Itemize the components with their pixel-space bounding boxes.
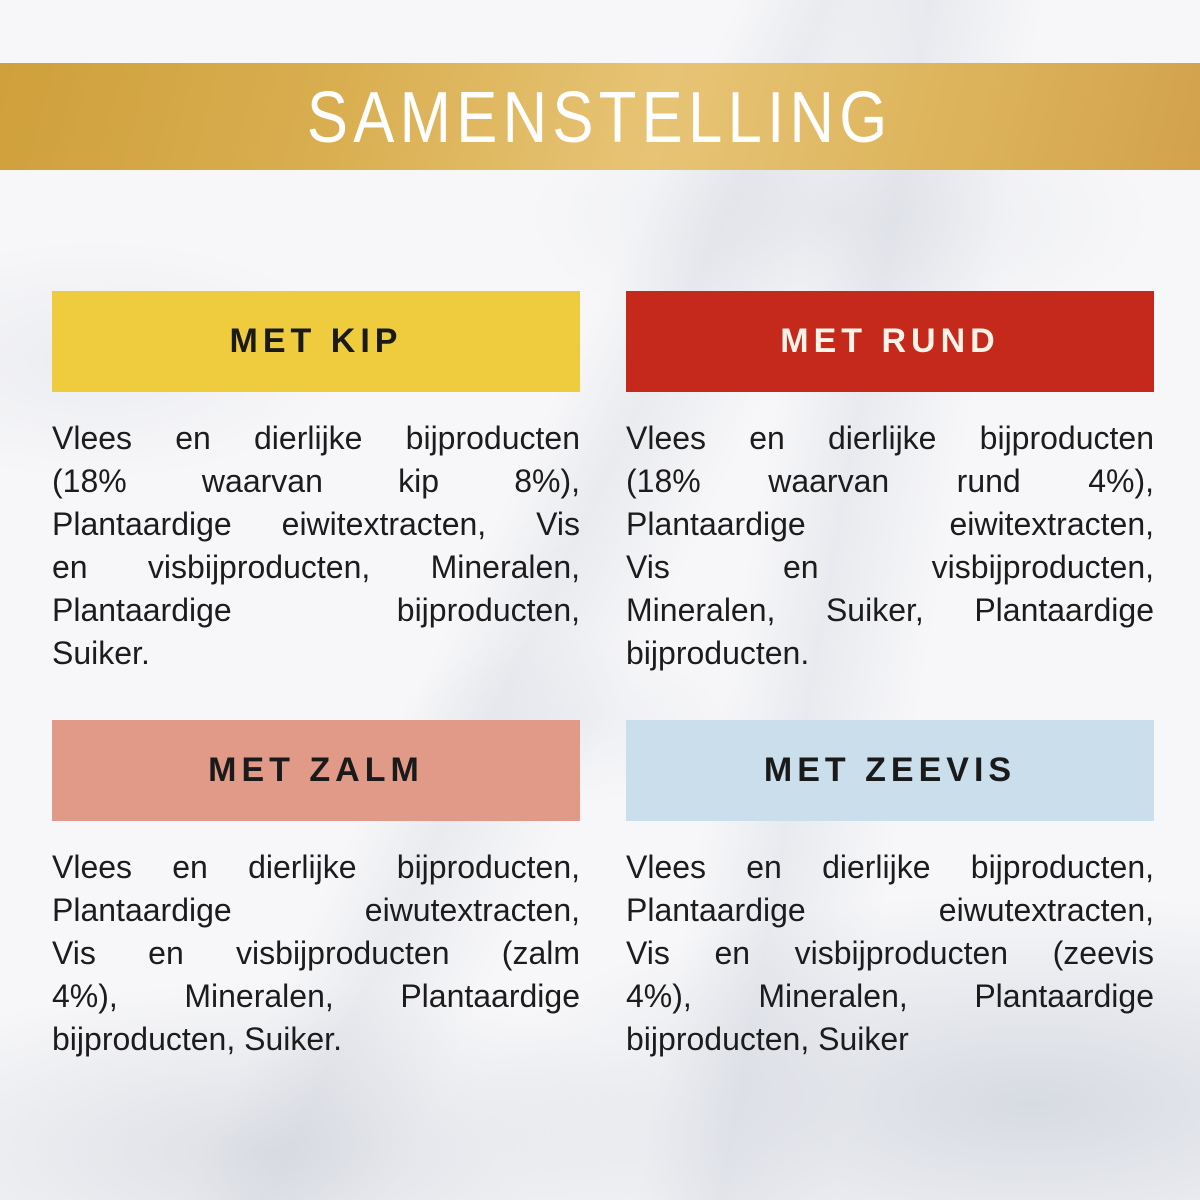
section-met-zeevis [626,720,1154,1061]
ingredients-line: Vis en visbijproducten, [626,549,1154,585]
section-met-kip [52,291,580,675]
ingredients-line: 4%), Mineralen, Plantaardige [52,978,580,1014]
variant-label-kip: MET KIP [229,322,403,360]
ingredients-line: bijproducten. [626,635,810,671]
page-title: SAMENSTELLING [307,75,893,158]
variants-row-top [52,291,1154,675]
variant-label-rund: MET RUND [780,322,1000,360]
ingredients-line: Mineralen, Suiker, Plantaardige [626,592,1154,628]
ingredients-text-kip [52,417,580,675]
variant-label-zalm: MET ZALM [208,751,424,789]
ingredients-line: (18% waarvan kip 8%), [52,463,580,499]
ingredients-line: 4%), Mineralen, Plantaardige [626,978,1154,1014]
ingredients-line: (18% waarvan rund 4%), [626,463,1154,499]
title-banner [0,63,1200,170]
section-met-rund [626,291,1154,675]
ingredients-line: Plantaardige bijproducten, [52,592,580,628]
ingredients-line: Vis en visbijproducten (zeevis [626,935,1154,971]
variant-header-zalm [52,720,580,821]
ingredients-text-zeevis [626,846,1154,1061]
ingredients-line: Vis en visbijproducten (zalm [52,935,580,971]
variant-label-zeevis: MET ZEEVIS [763,751,1017,789]
variant-header-zeevis [626,720,1154,821]
ingredients-line: Vlees en dierlijke bijproducten [52,420,580,456]
ingredients-line: Vlees en dierlijke bijproducten, [52,849,580,885]
section-met-zalm [52,720,580,1061]
ingredients-line: Plantaardige eiwitextracten, Vis [52,506,580,542]
variants-row-bottom [52,720,1154,1061]
ingredients-line: Plantaardige eiwutextracten, [626,892,1154,928]
variant-header-rund [626,291,1154,392]
ingredients-text-rund [626,417,1154,675]
ingredients-line: Vlees en dierlijke bijproducten, [626,849,1154,885]
ingredients-line: bijproducten, Suiker [626,1021,909,1057]
ingredients-line: Plantaardige eiwutextracten, [52,892,580,928]
variant-header-kip [52,291,580,392]
ingredients-text-zalm [52,846,580,1061]
ingredients-line: Suiker. [52,635,150,671]
ingredients-line: Plantaardige eiwitextracten, [626,506,1154,542]
ingredients-line: Vlees en dierlijke bijproducten [626,420,1154,456]
ingredients-line: en visbijproducten, Mineralen, [52,549,580,585]
ingredients-line: bijproducten, Suiker. [52,1021,342,1057]
